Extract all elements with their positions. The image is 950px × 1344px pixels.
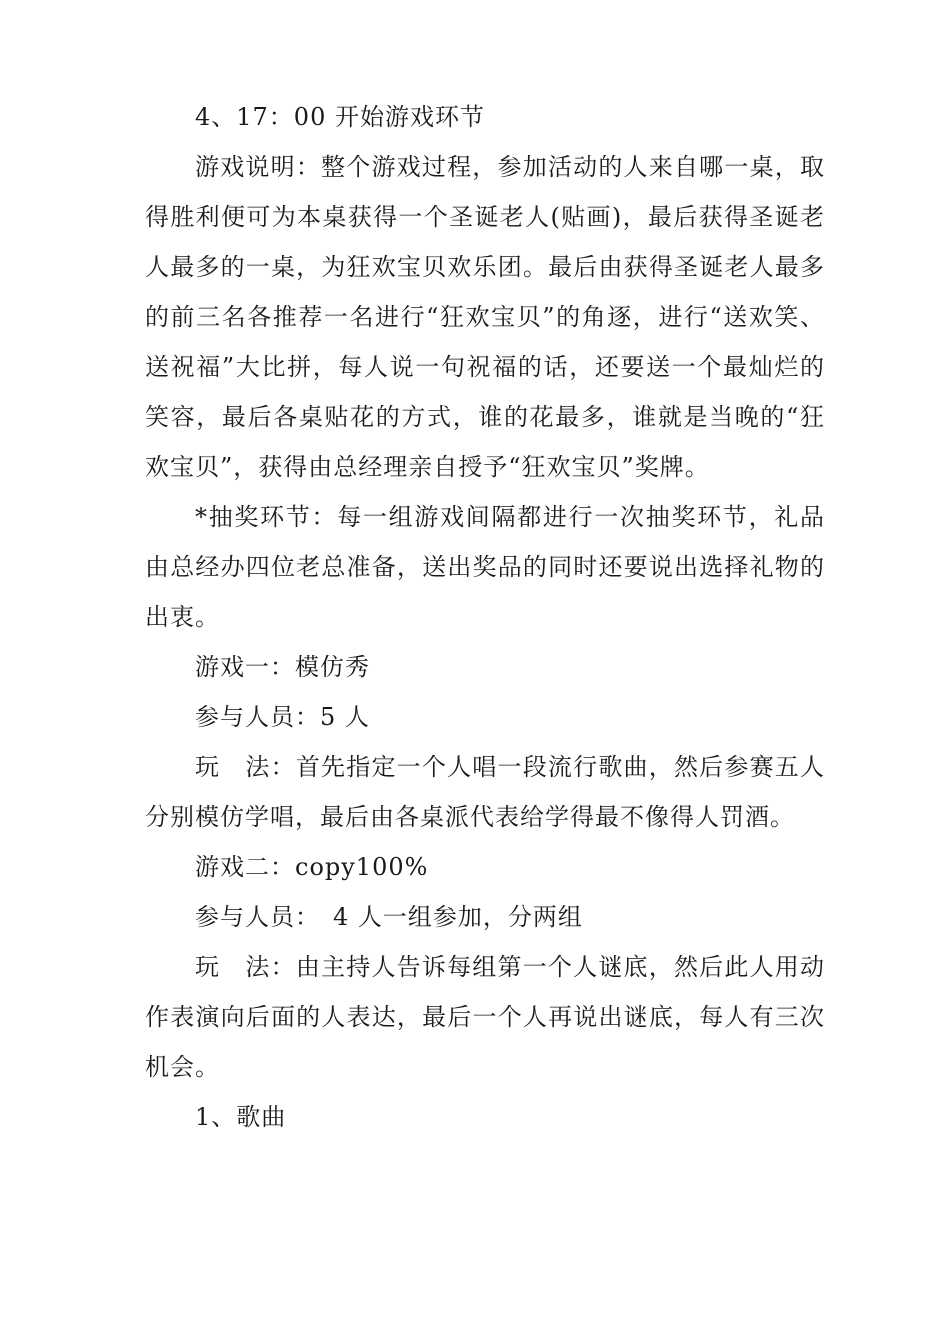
section-heading-game-time: 4、17：00 开始游戏环节: [195, 103, 485, 131]
lottery-paragraph: *抽奖环节：每一组游戏间隔都进行一次抽奖环节，礼品由总经办四位老总准备，送出奖品的同时还要说出选择礼物的出衷。: [145, 503, 825, 631]
list-item-song: 1、歌曲: [195, 1103, 287, 1131]
game-one-rules: 玩 法：首先指定一个人唱一段流行歌曲，然后参赛五人分别模仿学唱，最后由各桌派代表给学得最不像得人罚酒。: [145, 753, 825, 831]
game-one-participants: 参与人员：5 人: [195, 703, 370, 731]
game-two-participants: 参与人员： 4 人一组参加，分两组: [195, 903, 583, 931]
game-two-title: 游戏二：copy100%: [195, 853, 429, 881]
game-two-rules: 玩 法：由主持人告诉每组第一个人谜底，然后此人用动作表演向后面的人表达，最后一个人再说出谜底，每人有三次机会。: [145, 953, 825, 1081]
document-body: [145, 92, 825, 1142]
game-description-paragraph: 游戏说明：整个游戏过程，参加活动的人来自哪一桌，取得胜利便可为本桌获得一个圣诞老人(贴画)，最后获得圣诞老人最多的一桌，为狂欢宝贝欢乐团。最后由获得圣诞老人最多的前三名各推荐一名进行“狂欢宝贝”的角逐，进行“送欢笑、送祝福”大比拼，每人说一句祝福的话，还要送一个最灿烂的笑容，最后各桌贴花的方式，谁的花最多，谁就是当晚的“狂欢宝贝”，获得由总经理亲自授予“狂欢宝贝”奖牌。: [145, 153, 825, 481]
game-one-title: 游戏一：模仿秀: [195, 653, 370, 681]
